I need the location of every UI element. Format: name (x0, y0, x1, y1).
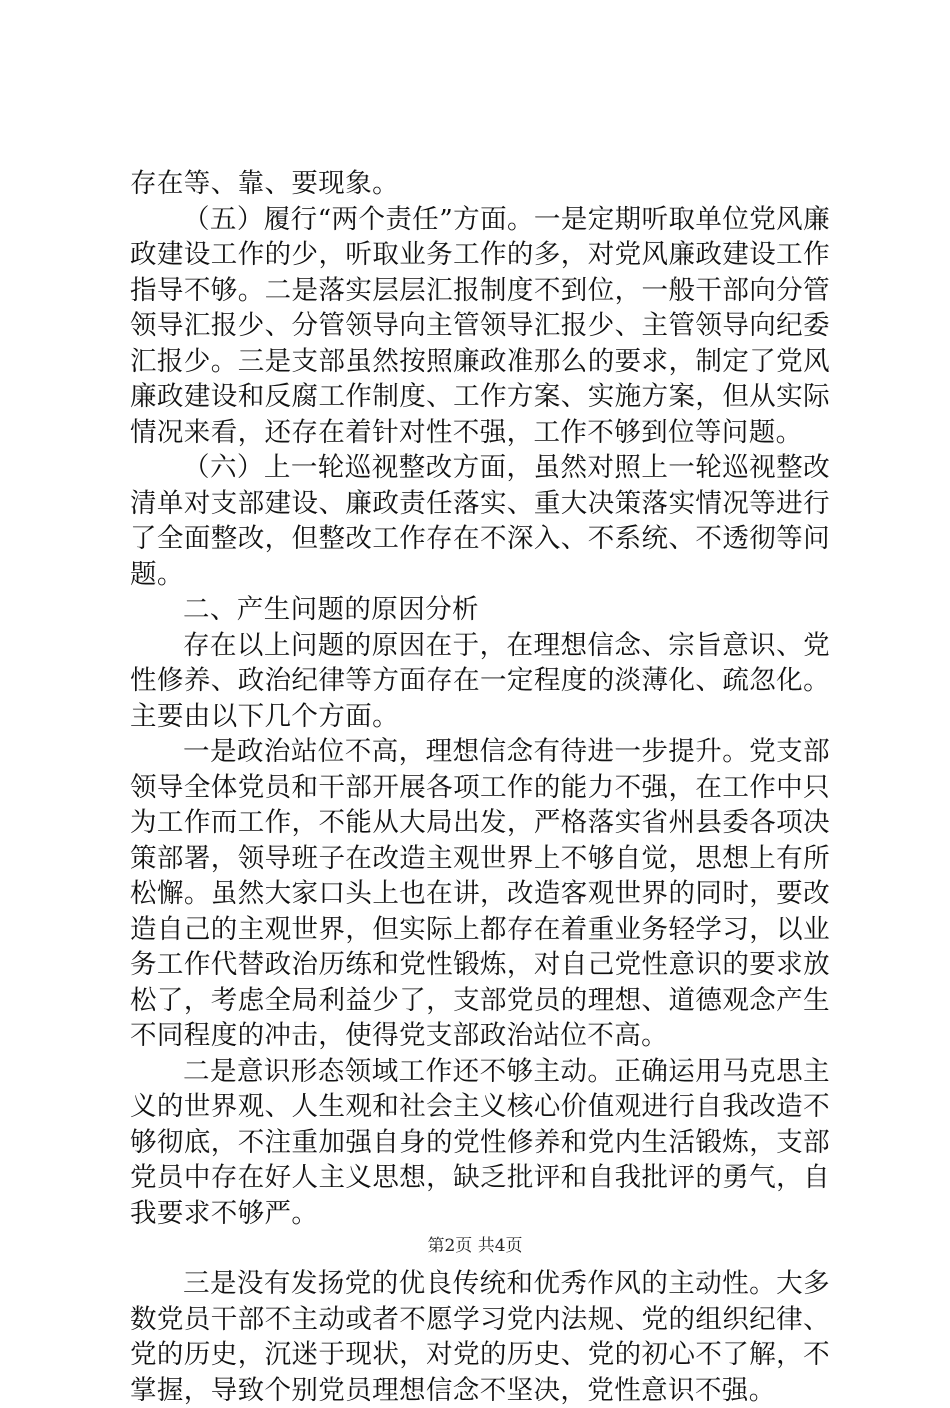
paragraph-continuation: 存在等、靠、要现象。 (130, 168, 399, 199)
paragraph-inspection-rectification: （六）上一轮巡视整改方面，虽然对照上一轮巡视整改清单对支部建设、廉政责任落实、重大决策落实情况等进行了全面整改，但整改工作存在不深入、不系统、不透彻等问题。 (130, 452, 830, 590)
page-number-footer: 第2页 共4页 (427, 1236, 523, 1256)
paragraph-cause-one: 一是政治站位不高，理想信念有待进一步提升。党支部领导全体党员和干部开展各项工作的能力不强，在工作中只为工作而工作，不能从大局出发，严格落实省州县委各项决策部署，领导班子在改造主观世界上不够自觉，思想上有所松懈。虽然大家口头上也在讲，改造客观世界的同时，要改造自己的主观世界，但实际上都存在着重业务轻学习，以业务工作代替政治历练和党性锻炼，对自己党性意识的要求放松了，考虑全局利益少了，支部党员的理想、道德观念产生不同程度的冲击，使得党支部政治站位不高。 (130, 736, 830, 1051)
paragraph-cause-two: 二是意识形态领域工作还不够主动。正确运用马克思主义的世界观、人生观和社会主义核心价值观进行自我改造不够彻底，不注重加强自身的党性修养和党内生活锻炼，支部党员中存在好人主义思想，缺乏批评和自我批评的勇气，自我要求不够严。 (130, 1055, 830, 1229)
paragraph-cause-three: 三是没有发扬党的优良传统和优秀作风的主动性。大多数党员干部不主动或者不愿学习党内法规、党的组织纪律、党的历史，沉迷于现状，对党的历史、党的初心不了解，不掌握，导致个别党员理想信念不坚决，党性意识不强。 (130, 1268, 830, 1406)
paragraph-cause-intro: 存在以上问题的原因在于，在理想信念、宗旨意识、党性修养、政治纪律等方面存在一定程度的淡薄化、疏忽化。主要由以下几个方面。 (130, 629, 830, 732)
paragraph-two-responsibilities: （五）履行“两个责任”方面。一是定期听取单位党风廉政建设工作的少，听取业务工作的多，对党风廉政建设工作指导不够。二是落实层层汇报制度不到位，一般干部向分管领导汇报少、分管领导向主管领导汇报少、主管领导向纪委汇报少。三是支部虽然按照廉政准那么的要求，制定了党风廉政建设和反腐工作制度、工作方案、实施方案，但从实际情况来看，还存在着针对性不强，工作不够到位等问题。 (130, 203, 830, 448)
section-heading-cause-analysis: 二、产生问题的原因分析 (183, 594, 479, 625)
document-body (130, 166, 830, 1408)
